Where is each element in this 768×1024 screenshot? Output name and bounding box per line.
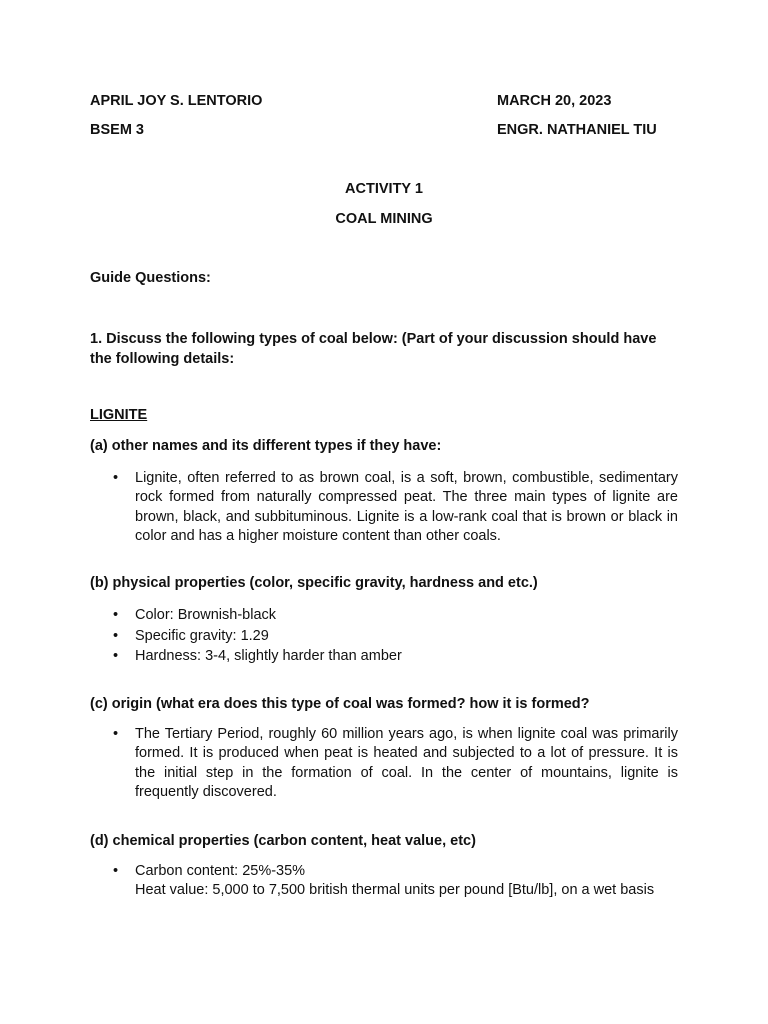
bullet-icon: • <box>113 607 119 623</box>
list-item <box>90 469 678 546</box>
list-item <box>90 605 678 626</box>
subject-title: COAL MINING <box>335 211 433 227</box>
list-item-text <box>135 862 678 901</box>
student-name: APRIL JOY S. LENTORIO <box>90 93 263 109</box>
activity-title: ACTIVITY 1 <box>345 181 423 197</box>
course-section: BSEM 3 <box>90 122 144 138</box>
submission-date: MARCH 20, 2023 <box>497 93 612 109</box>
list-item-text: The Tertiary Period, roughly 60 million years ago, is when lignite coal was primarily formed. It is produced when peat is heated and subjected to a lot of pressure. It is the initial step in the formation of coal. In the center of mountains, lignite is frequently discovered. <box>135 726 678 800</box>
list-item <box>90 725 678 802</box>
list-item-text: Lignite, often referred to as brown coal, is a soft, brown, combustible, sedimentary rock formed from naturally compressed peat. The three main types of lignite are brown, black, and subbituminous. Lignite is a low-rank coal that is brown or black in color and has a higher moisture content than other coals. <box>135 470 678 544</box>
list-item <box>90 646 678 667</box>
lignite-heading: LIGNITE <box>90 407 148 423</box>
bullet-list-a <box>90 469 678 546</box>
bullet-list-d <box>90 862 678 901</box>
guide-questions-label: Guide Questions: <box>90 270 211 286</box>
bullet-icon: • <box>113 726 119 742</box>
list-item-text: Specific gravity: 1.29 <box>135 627 269 644</box>
question-1: 1. Discuss the following types of coal below: (Part of your discussion should have the following details: <box>90 331 657 367</box>
bullet-list-b <box>90 605 678 667</box>
instructor-name: ENGR. NATHANIEL TIU <box>497 122 657 138</box>
heat-value-text: Heat value: 5,000 to 7,500 british thermal units per pound [Btu/lb], on a wet basis <box>135 882 655 899</box>
carbon-content-text: Carbon content: 25%-35% <box>135 863 306 879</box>
list-item <box>90 626 678 647</box>
subheading-b: (b) physical properties (color, specific gravity, hardness and etc.) <box>90 575 538 591</box>
bullet-icon: • <box>113 627 119 644</box>
list-item <box>90 862 678 901</box>
subheading-a: (a) other names and its different types if they have: <box>90 438 442 454</box>
subheading-c: (c) origin (what era does this type of coal was formed? how it is formed? <box>90 696 590 712</box>
list-item-text: Color: Brownish-black <box>135 607 277 623</box>
bullet-icon: • <box>113 863 119 879</box>
bullet-icon: • <box>113 648 119 664</box>
subheading-d: (d) chemical properties (carbon content, heat value, etc) <box>90 833 476 849</box>
bullet-list-c <box>90 725 678 802</box>
list-item-text: Hardness: 3-4, slightly harder than amber <box>135 648 402 664</box>
bullet-icon: • <box>113 470 119 486</box>
